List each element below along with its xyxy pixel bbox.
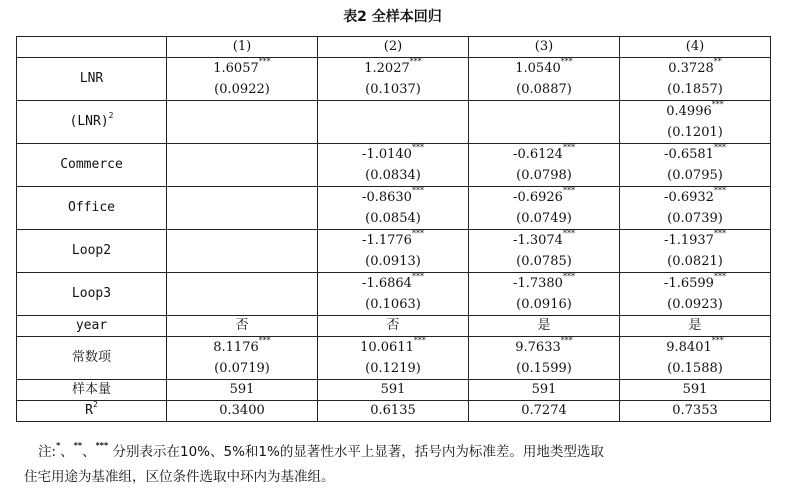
standard-error: (0.1201)	[667, 125, 723, 140]
standard-error: (0.1599)	[516, 361, 572, 376]
significance-stars: ***	[562, 271, 575, 281]
coefficient: 0.3728	[668, 61, 714, 76]
standard-error	[167, 294, 317, 315]
standard-error: (0.0923)	[667, 297, 723, 312]
row-label: Commerce	[17, 144, 167, 187]
table-row	[17, 230, 771, 273]
standard-error: (0.1037)	[365, 82, 421, 97]
significance-stars: ***	[411, 142, 424, 152]
row-label: Office	[17, 187, 167, 230]
significance-mark: ***	[95, 440, 109, 450]
row-label: $R^2$	[17, 401, 167, 422]
coefficient-cell	[469, 337, 620, 380]
coefficient-cell	[620, 187, 771, 230]
table-title: 表2 全样本回归	[343, 9, 442, 25]
standard-error: (0.0922)	[214, 82, 270, 97]
standard-error	[167, 251, 317, 272]
significance-stars: ***	[560, 56, 573, 66]
regression-table	[16, 36, 771, 422]
sample-size-cell: 591	[318, 380, 469, 401]
standard-error	[167, 208, 317, 229]
row-label: Loop3	[17, 273, 167, 316]
coefficient-cell	[167, 337, 318, 380]
standard-error: (0.0854)	[365, 211, 421, 226]
coefficient-cell	[318, 101, 469, 144]
superscript: 2	[108, 110, 114, 120]
coefficient-cell	[469, 58, 620, 101]
significance-mark: **	[73, 440, 83, 450]
coefficient: 1.2027	[364, 61, 410, 76]
table-row	[17, 101, 771, 144]
standard-error: (0.1219)	[365, 361, 421, 376]
significance-stars: ***	[562, 185, 575, 195]
header-corner	[17, 37, 167, 58]
note-line-2: 住宅用途为基准组，区位条件选取中环内为基准组。	[24, 469, 335, 485]
coefficient: -0.6124	[513, 147, 563, 162]
year-row	[17, 316, 771, 337]
constant-row	[17, 337, 771, 380]
standard-error: (0.0913)	[365, 254, 421, 269]
year-cell: 是	[620, 316, 771, 337]
standard-error: (0.0719)	[214, 361, 270, 376]
coefficient-cell	[318, 144, 469, 187]
significance-stars: ***	[258, 56, 271, 66]
standard-error	[167, 165, 317, 186]
r-squared-cell: 0.7274	[469, 401, 620, 422]
coefficient-cell	[620, 58, 771, 101]
column-header: (1)	[167, 37, 318, 58]
coefficient-cell	[167, 144, 318, 187]
sample-size-cell: 591	[620, 380, 771, 401]
coefficient-cell	[167, 187, 318, 230]
coefficient: -0.6926	[513, 190, 563, 205]
row-label: (LNR)$^2$	[17, 101, 167, 144]
year-cell: 否	[167, 316, 318, 337]
coefficient-cell	[469, 144, 620, 187]
column-header: (2)	[318, 37, 469, 58]
table-row	[17, 58, 771, 101]
row-label: LNR	[17, 58, 167, 101]
year-cell: 是	[469, 316, 620, 337]
r-squared-cell: 0.6135	[318, 401, 469, 422]
significance-stars: ***	[713, 228, 726, 238]
coefficient: 9.8401	[666, 340, 712, 355]
row-label: year	[17, 316, 167, 337]
table-note	[24, 440, 774, 490]
significance-stars: ***	[711, 335, 724, 345]
standard-error: (0.0916)	[516, 297, 572, 312]
header-row	[17, 37, 771, 58]
significance-stars: ***	[409, 56, 422, 66]
significance-mark: *	[56, 440, 61, 450]
coefficient-cell	[318, 273, 469, 316]
standard-error: (0.0795)	[667, 168, 723, 183]
significance-stars: ***	[713, 185, 726, 195]
standard-error: (0.0821)	[667, 254, 723, 269]
standard-error: (0.0785)	[516, 254, 572, 269]
coefficient-cell	[318, 337, 469, 380]
row-label: 常数项	[17, 337, 167, 380]
coefficient: -0.6581	[664, 147, 714, 162]
coefficient-cell	[167, 58, 318, 101]
coefficient: -1.1937	[664, 233, 714, 248]
coefficient: 0.4996	[666, 104, 712, 119]
significance-stars: ***	[562, 142, 575, 152]
year-cell: 否	[318, 316, 469, 337]
coefficient-cell	[469, 273, 620, 316]
significance-stars: ***	[413, 335, 426, 345]
coefficient: -1.0140	[362, 147, 412, 162]
standard-error: (0.0749)	[516, 211, 572, 226]
coefficient-cell	[620, 337, 771, 380]
coefficient-cell	[620, 101, 771, 144]
standard-error	[167, 122, 317, 143]
table-row	[17, 187, 771, 230]
significance-stars: ***	[713, 271, 726, 281]
coefficient: 1.0540	[515, 61, 561, 76]
significance-stars: ***	[713, 142, 726, 152]
coefficient: 9.7633	[515, 340, 561, 355]
row-label: Loop2	[17, 230, 167, 273]
table-row	[17, 144, 771, 187]
standard-error	[469, 122, 619, 143]
column-header: (4)	[620, 37, 771, 58]
column-header: (3)	[469, 37, 620, 58]
coefficient: 1.6057	[213, 61, 259, 76]
row-label: 样本量	[17, 380, 167, 401]
table-row	[17, 273, 771, 316]
coefficient-cell	[469, 101, 620, 144]
superscript: 2	[93, 399, 98, 409]
standard-error: (0.1857)	[667, 82, 723, 97]
coefficient: -1.6599	[664, 276, 714, 291]
significance-stars: ***	[562, 228, 575, 238]
coefficient-cell	[167, 230, 318, 273]
coefficient-cell	[167, 273, 318, 316]
coefficient: -1.3074	[513, 233, 563, 248]
standard-error	[318, 122, 468, 143]
coefficient: 8.1176	[213, 340, 259, 355]
coefficient-cell	[620, 273, 771, 316]
coefficient: -1.1776	[362, 233, 412, 248]
sample-size-row	[17, 380, 771, 401]
significance-stars: ***	[411, 271, 424, 281]
coefficient: -1.6864	[362, 276, 412, 291]
coefficient: 10.0611	[360, 340, 414, 355]
standard-error: (0.0834)	[365, 168, 421, 183]
coefficient-cell	[318, 187, 469, 230]
coefficient-cell	[469, 187, 620, 230]
coefficient-cell	[318, 230, 469, 273]
r-squared-cell: 0.3400	[167, 401, 318, 422]
note-line-1: 注:*、**、*** 分别表示在10%、5%和1%的显著性水平上显著，括号内为标准差。用地类型选取	[38, 440, 604, 460]
coefficient: -1.7380	[513, 276, 563, 291]
coefficient-cell	[318, 58, 469, 101]
r-squared-row	[17, 401, 771, 422]
significance-stars: ***	[560, 335, 573, 345]
sample-size-cell: 591	[167, 380, 318, 401]
standard-error: (0.1588)	[667, 361, 723, 376]
standard-error: (0.0798)	[516, 168, 572, 183]
sample-size-cell: 591	[469, 380, 620, 401]
significance-stars: ***	[258, 335, 271, 345]
coefficient-cell	[620, 230, 771, 273]
significance-stars: ***	[411, 185, 424, 195]
significance-stars: ***	[411, 228, 424, 238]
significance-stars: **	[713, 56, 722, 66]
standard-error: (0.1063)	[365, 297, 421, 312]
coefficient-cell	[167, 101, 318, 144]
coefficient-cell	[469, 230, 620, 273]
r-squared-cell: 0.7353	[620, 401, 771, 422]
standard-error: (0.0739)	[667, 211, 723, 226]
coefficient-cell	[620, 144, 771, 187]
significance-stars: ***	[711, 99, 724, 109]
coefficient: -0.8630	[362, 190, 412, 205]
coefficient: -0.6932	[664, 190, 714, 205]
standard-error: (0.0887)	[516, 82, 572, 97]
